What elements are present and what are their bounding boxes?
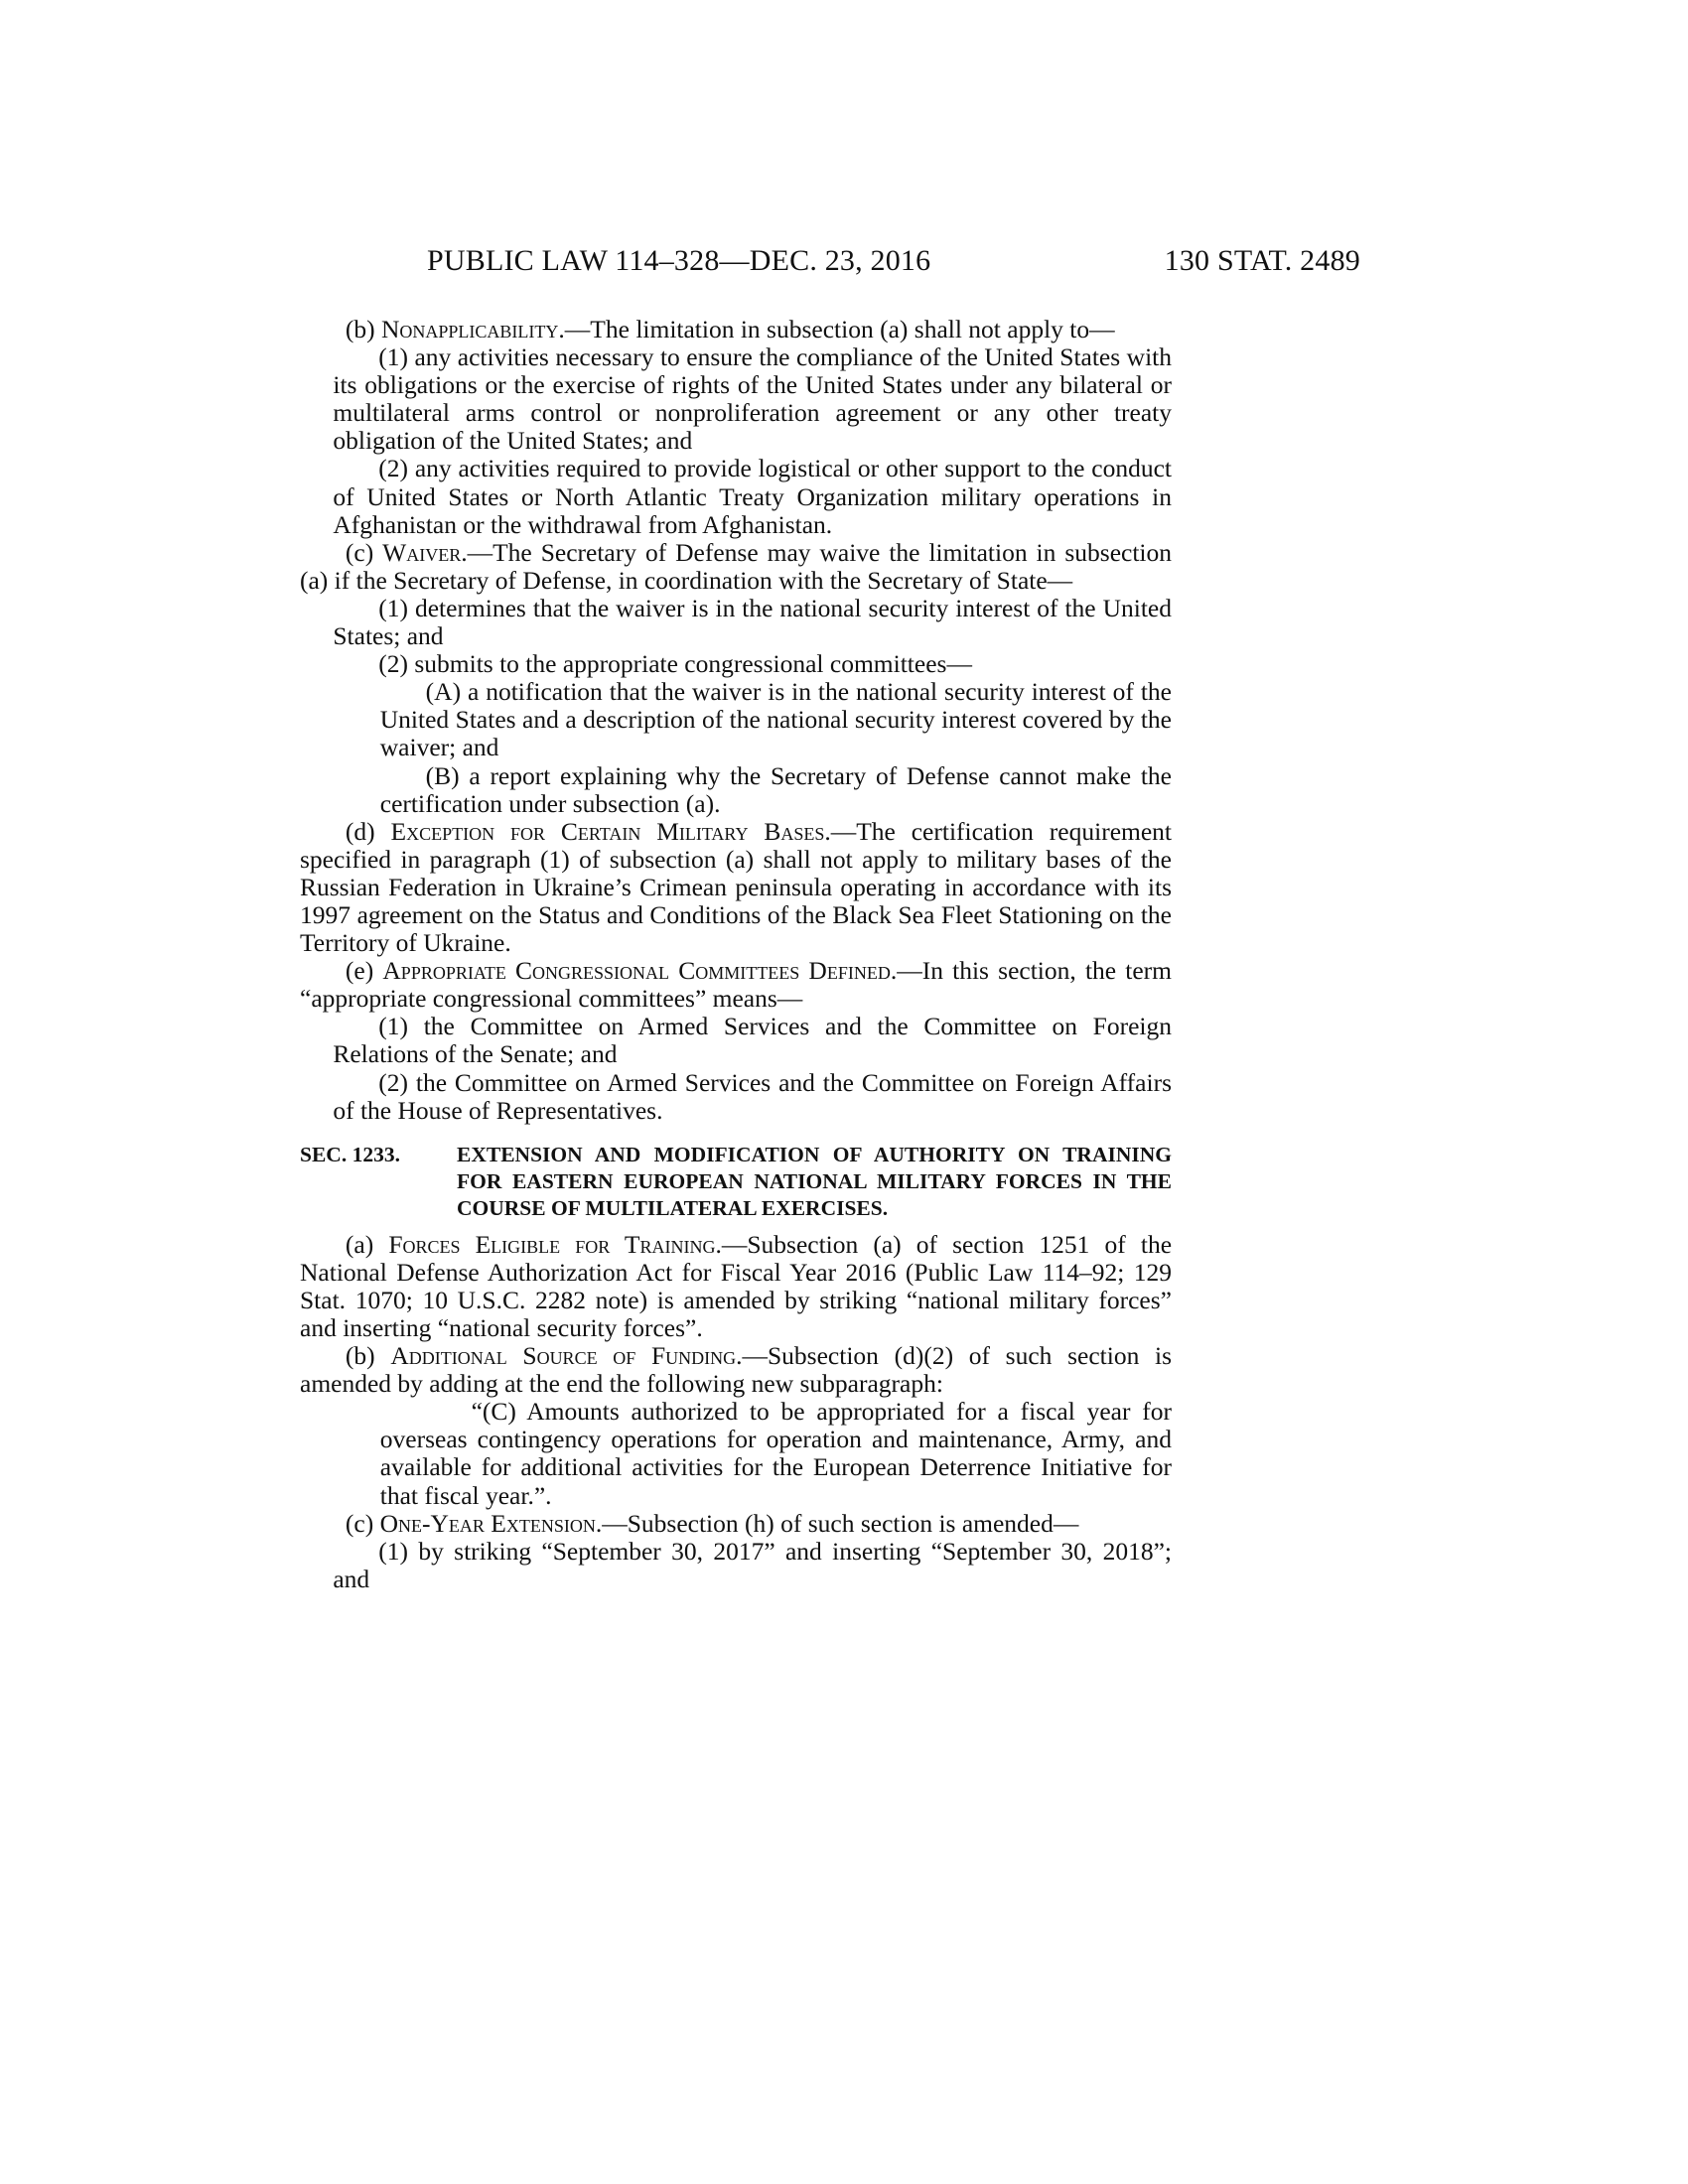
paragraph-1 xyxy=(333,1013,1172,1068)
paragraph-1 xyxy=(333,343,1172,455)
subsection-b-nonapplicability: (b) Nonapplicability.—The limitation in subsection (a) shall not apply to— xyxy=(345,315,1115,343)
paragraph-2 xyxy=(333,455,1172,538)
subparagraph-a xyxy=(380,678,1172,761)
paragraph-text: any activities required to provide logistical or other support to the conduct of United States or North Atlantic Treaty Organization military operations in Afghanistan or the withdrawal from Afghanistan. xyxy=(333,454,1172,539)
subsection-label: (a) xyxy=(345,1229,374,1259)
subsection-label: (e) xyxy=(345,956,374,986)
subsection-text: Subsection (a) of section 1251 of the National Defense Authorization Act for Fiscal Year 2016 (Public Law 114–92; 129 Stat. 1070; 10 U.S.C. 2282 note) is amended by striking “national military forces” and inserting “national security forces”. xyxy=(300,1229,1173,1342)
paragraph-label: (2) xyxy=(378,1067,408,1097)
paragraph-2 xyxy=(333,1069,1172,1125)
running-head: PUBLIC LAW 114–328—DEC. 23, 2016 xyxy=(427,244,931,277)
subparagraph-label: (A) xyxy=(425,677,462,707)
paragraph-text: any activities necessary to ensure the compliance of the United States with its obligations or the exercise of rights of the United States under any bilateral or multilateral arms control or nonproliferation agreement or any other treaty obligation of the United States; and xyxy=(333,342,1173,456)
subsection-label: (b) xyxy=(345,1341,375,1371)
paragraph-2 xyxy=(333,650,1172,678)
paragraph-label: (2) xyxy=(378,454,408,483)
subsection-c-waiver: (c) Waiver.—The Secretary of Defense may waive the limitation in subsection (a) if the Secretary of Defense, in coordination with the Secretary of State— xyxy=(300,537,1172,595)
paragraph-text: determines that the waiver is in the national security interest of the United States; and xyxy=(333,593,1173,651)
subsection-label: (c) xyxy=(345,537,374,567)
subsection-e-definitions: (e) Appropriate Congressional Committees Defined.—In this section, the term “appropriate congressional committees” means— xyxy=(300,956,1173,1014)
subsection-text: The limitation in subsection (a) shall not apply to— xyxy=(590,315,1115,343)
subsection-a-forces-eligible: (a) Forces Eligible for Training.—Subsection (a) of section 1251 of the National Defense Authorization Act for Fiscal Year 2016 (Public Law 114–92; 129 Stat. 1070; 10 U.S.C. 2282 note) is amended by striking “national military forces” and inserting “national security forces”. xyxy=(300,1229,1173,1342)
paragraph-label: (1) xyxy=(378,1012,408,1041)
paragraph-text: the Committee on Armed Services and the Committee on Foreign Relations of the Senate; and xyxy=(333,1012,1172,1069)
inserted-subparagraph-c xyxy=(380,1398,1172,1509)
section-title: EXTENSION AND MODIFICATION OF AUTHORITY ON TRAINING FOR EASTERN EUROPEAN NATIONAL MILITARY FORCES IN THE COURSE OF MULTILATERAL EXERCISES. xyxy=(457,1142,1172,1220)
subsection-c-extension: (c) One-Year Extension.—Subsection (h) of such section is amended— xyxy=(345,1508,1079,1538)
subsection-heading: Nonapplicability xyxy=(381,315,559,343)
subsection-text: The Secretary of Defense may waive the limitation in subsection (a) if the Secretary of Defense, in coordination with the Secretary of State— xyxy=(300,537,1172,595)
paragraph-text: the Committee on Armed Services and the Committee on Foreign Affairs of the House of Representatives. xyxy=(333,1067,1172,1125)
subsection-d-exception: (d) Exception for Certain Military Bases.—The certification requirement specified in paragraph (1) of subsection (a) shall not apply to military bases of the Russian Federation in Ukraine’s Crimean peninsula operating in accordance with its 1997 agreement on the Status and Conditions of the Black Sea Fleet Stationing on the Territory of Ukraine. xyxy=(300,816,1172,958)
subsection-label: (b) xyxy=(345,315,375,343)
subsection-heading: Appropriate Congressional Committees Defined xyxy=(382,956,891,986)
subsection-heading: Exception for Certain Military Bases xyxy=(390,816,825,846)
statute-citation: 130 STAT. 2489 xyxy=(1164,244,1360,277)
paragraph-label: (1) xyxy=(378,593,408,622)
subsection-text: The certification requirement specified in paragraph (1) of subsection (a) shall not apply to military bases of the Russian Federation in Ukraine’s Crimean peninsula operating in accordance with its 1997 agreement on the Status and Conditions of the Black Sea Fleet Stationing on the Territory of Ukraine. xyxy=(300,816,1172,958)
document-body xyxy=(300,316,1172,1593)
paragraph-label: (2) xyxy=(378,649,408,679)
subsection-label: (c) xyxy=(345,1508,374,1538)
subsection-heading: Waiver xyxy=(382,537,462,567)
subsection-label: (d) xyxy=(345,816,375,846)
subsection-text: Subsection (d)(2) of such section is amended by adding at the end the following new subparagraph: xyxy=(300,1341,1173,1399)
subsection-text: Subsection (h) of such section is amended— xyxy=(627,1508,1079,1538)
paragraph-1 xyxy=(333,595,1172,650)
paragraph-text: submits to the appropriate congressional committees— xyxy=(414,649,972,679)
subsection-heading: Forces Eligible for Training xyxy=(388,1229,716,1259)
paragraph-label: (1) xyxy=(378,1536,408,1566)
paragraph-label: (1) xyxy=(378,342,408,372)
subparagraph-b xyxy=(380,762,1172,818)
subsection-b-funding: (b) Additional Source of Funding.—Subsection (d)(2) of such section is amended by adding at the end the following new subparagraph: xyxy=(300,1341,1173,1399)
subparagraph-text: a report explaining why the Secretary of Defense cannot make the certification under subsection (a). xyxy=(379,760,1172,818)
section-number: SEC. 1233. xyxy=(300,1142,400,1166)
section-heading xyxy=(300,1142,1172,1222)
subparagraph-label: (B) xyxy=(425,760,460,790)
page-header xyxy=(298,244,1360,284)
paragraph-1 xyxy=(333,1538,1172,1593)
subsection-heading: Additional Source of Funding xyxy=(390,1341,737,1371)
subparagraph-text: a notification that the waiver is in the national security interest of the United States and a description of the national security interest covered by the waiver; and xyxy=(379,677,1172,762)
quoted-text: “(C) Amounts authorized to be appropriated for a fiscal year for overseas contingency operations for operation and maintenance, Army, and available for additional activities for the European Deterrence Initiative for that fiscal year.”. xyxy=(379,1397,1172,1510)
subsection-heading: One-Year Extension xyxy=(379,1508,596,1538)
paragraph-text: by striking “September 30, 2017” and inserting “September 30, 2018”; and xyxy=(333,1536,1173,1593)
subsection-text: In this section, the term “appropriate congressional committees” means— xyxy=(300,956,1173,1014)
